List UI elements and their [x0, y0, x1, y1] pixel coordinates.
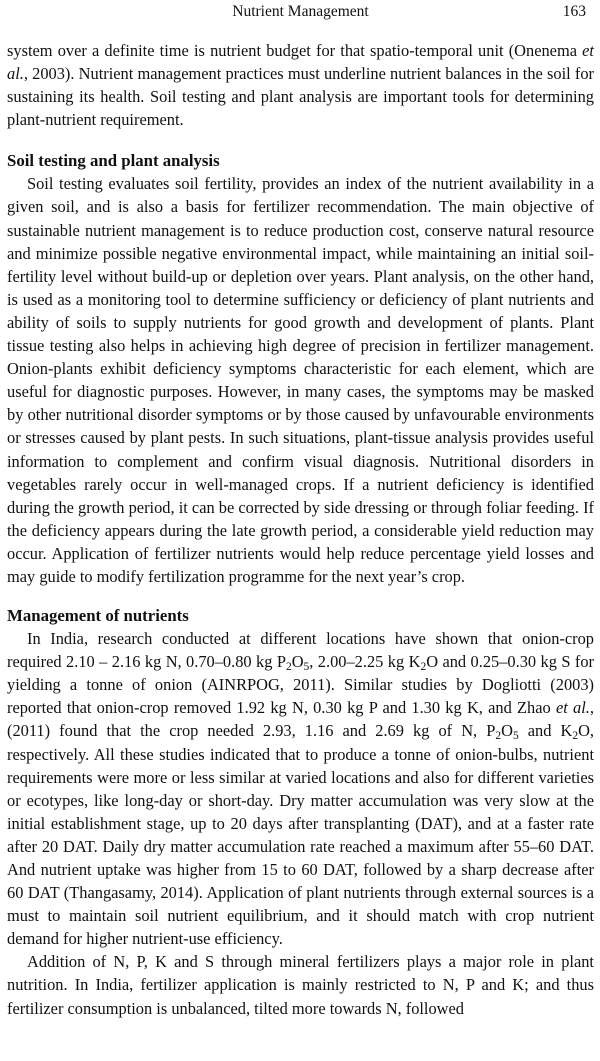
- book-page: [0, 2, 600, 1061]
- text-run: , (2011) found that the crop needed 2.93, 1.16 and 2.69 kg of N, P: [7, 698, 594, 741]
- intro-paragraph: system over a definite time is nutrient budget for that spatio-temporal unit (Onenema et al., 2003). Nutrient management practices must underline nutrient balances in the soil for sustaining its health. Soil testing and plant analysis are important tools for determining plant-nutrient requirement.: [7, 41, 594, 130]
- text-run: In India, research conducted at different locations have shown that onion-crop required 2.10 – 2.16 kg N, 0.70–0.80 kg P: [7, 629, 594, 672]
- italic-citation: et al.: [555, 698, 590, 718]
- section-heading-management: Management of nutrients: [7, 606, 189, 626]
- text-run: O and 0.25–0.30 kg S for yielding a tonne of onion (AINRPOG, 2011). Similar studies by Dogliotti (2003) reported that onion-crop removed 1.92 kg N, 0.30 kg P and 1.30 kg K, and Zhao: [7, 652, 594, 718]
- management-paragraph-1: [7, 627, 594, 950]
- running-head: [7, 2, 594, 24]
- text-run: O, respectively. All these studies indicated that to produce a tonne of onion-bulbs, nutrient requirements were more or less similar at varied locations and also for different varieties or ecotypes, like long-day or short-day. Dry matter accumulation was very slow at the initial establishment stage, up to 20 days after transplanting (DAT), and at a faster rate after 20 DAT. Daily dry matter accumulation rate reached a maximum after 55–60 DAT. And nutrient uptake was higher from 15 to 60 DAT, followed by a sharp decrease after 60 DAT (Thangasamy, 2014). Application of plant nutrients through external sources is a must to maintain soil nutrient equilibrium, and it should match with crop nutrient demand for higher nutrient-use efficiency.: [7, 721, 594, 949]
- text-body: [7, 39, 594, 1020]
- subscript: 2: [420, 661, 427, 674]
- text-run: , 2.00–2.25 kg K: [309, 652, 421, 672]
- italic-citation: et al.: [7, 41, 594, 84]
- text-run: O: [291, 652, 304, 672]
- subscript: 5: [512, 730, 519, 743]
- section-heading-soil-testing: Soil testing and plant analysis: [7, 151, 220, 171]
- management-paragraph-2: Addition of N, P, K and S through mineral fertilizers plays a major role in plant nutrition. In India, fertilizer application is mainly restricted to N, P and K; and thus fertilizer consumption is unbalanced, tilted more towards N, followed: [7, 952, 594, 1018]
- subscript: 5: [303, 661, 310, 674]
- text-run: and K: [518, 721, 573, 741]
- page-number: 163: [562, 3, 586, 20]
- soil-testing-paragraph: Soil testing evaluates soil fertility, provides an index of the nutrient availability in a given soil, and is also a basis for fertilizer recommendation. The main objective of sustainable nutrient management is to reduce production cost, conserve natural resource and minimize possible negative environmental impact, while maintaining an initial soil-fertility level without build-up or depletion over years. Plant analysis, on the other hand, is used as a monitoring tool to determine sufficiency or deficiency of plant nutrients and ability of soils to supply nutrients for good growth and development of plants. Plant tissue testing also helps in achieving high degree of precision in fertilizer management. Onion-plants exhibit deficiency symptoms characteristic for each element, which are useful for diagnostic purposes. However, in many cases, the symptoms may be masked by other nutritional disorder symptoms or by those caused by unfavourable environments or stresses caused by plant pests. In such situations, plant-tissue analysis provides useful information to complement and confirm visual diagnosis. Nutritional disorders in vegetables rarely occur in well-managed crops. If a nutrient deficiency is identified during the growth period, it can be corrected by side dressing or through foliar feeding. If the deficiency appears during the late growth period, a considerable yield reduction may occur. Application of fertilizer nutrients would help reduce percentage yield losses and may guide to modify fertilization programme for the next year’s crop.: [7, 174, 594, 586]
- text-run: O: [501, 721, 513, 741]
- subscript: 2: [572, 730, 579, 743]
- subscript: 2: [285, 661, 292, 674]
- subscript: 2: [495, 730, 502, 743]
- running-title: Nutrient Management: [232, 3, 369, 20]
